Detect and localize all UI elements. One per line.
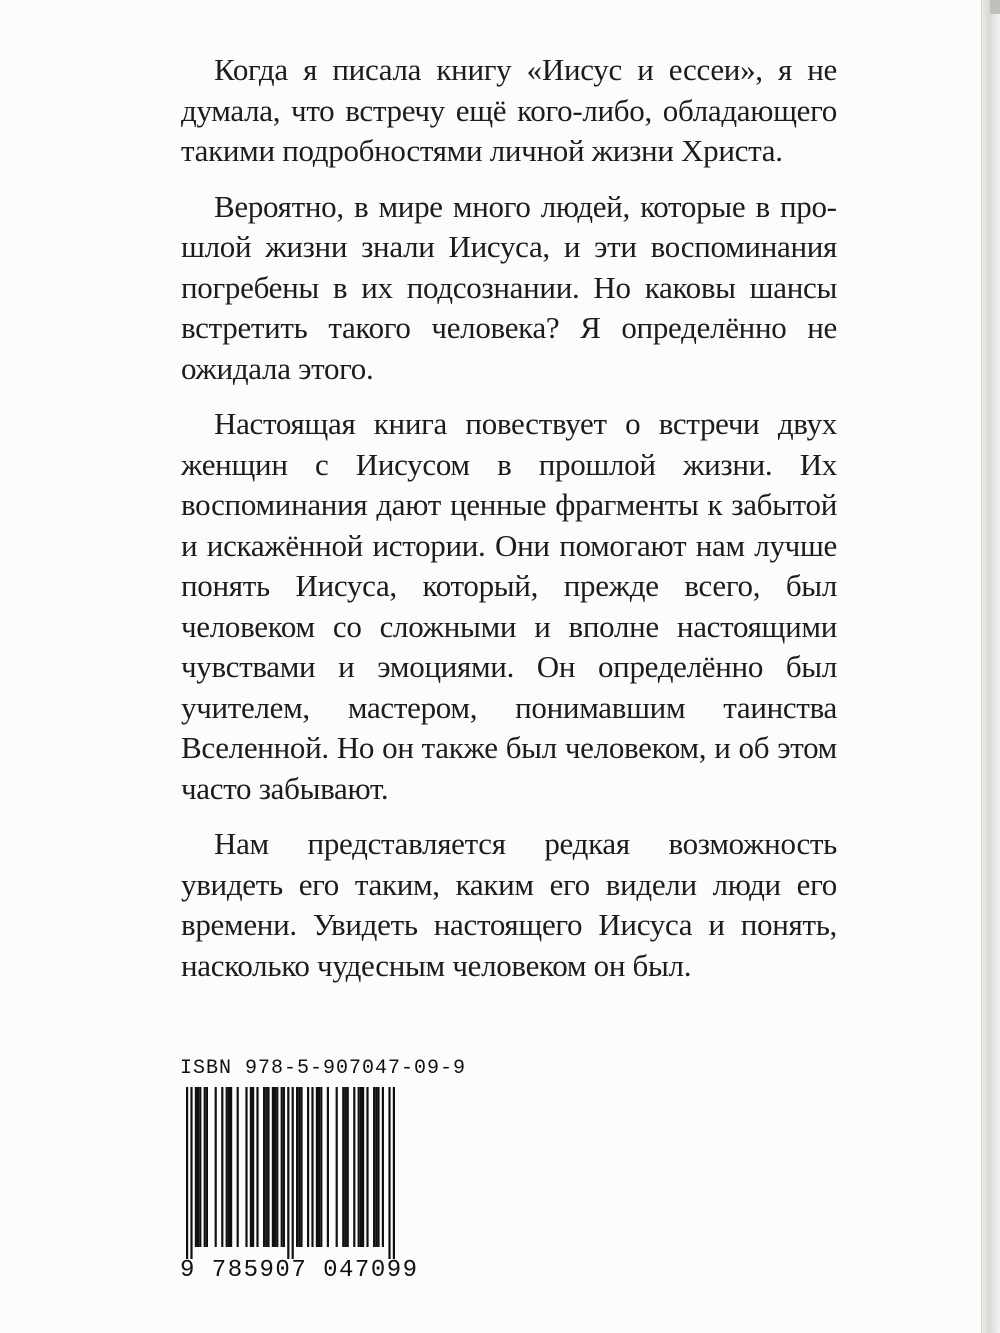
barcode-bar [362, 1087, 364, 1247]
barcode-bar [221, 1087, 223, 1247]
cover-edge [981, 0, 1000, 1333]
isbn-barcode-block [180, 1057, 467, 1285]
barcode-bar [263, 1087, 265, 1247]
barcode-bar [344, 1087, 346, 1247]
isbn-label: ISBN 978-5-907047-09-9 [180, 1057, 467, 1080]
barcode-bar [281, 1087, 283, 1247]
barcode-bar [347, 1087, 349, 1247]
barcode-bar [358, 1087, 360, 1247]
barcode-bar [283, 1087, 285, 1247]
barcode-bar [265, 1087, 267, 1247]
barcode-bar [195, 1087, 197, 1247]
barcode-bar [197, 1087, 199, 1247]
barcode-bar [215, 1087, 217, 1247]
barcode-bar [274, 1087, 276, 1247]
corner-mark [990, 0, 1000, 14]
barcode-bar [287, 1087, 289, 1259]
blurb-paragraph-1: Когда я писала книгу «Иисус и ессеи», я не думала, что встречу ещё кого-либо, обладающего такими подробностями личной жизни Христа. [181, 52, 837, 168]
barcode-bar [237, 1087, 239, 1247]
barcode-bar [342, 1087, 344, 1247]
barcode-bar [267, 1087, 269, 1247]
barcode-bar [298, 1087, 300, 1247]
barcode-bar [228, 1087, 230, 1247]
barcode [180, 1087, 398, 1259]
barcode-bar [206, 1087, 208, 1247]
barcode-bar [252, 1087, 254, 1247]
blurb-text [181, 50, 837, 1001]
barcode-bar [353, 1087, 355, 1247]
blurb-paragraph-2: Вероятно, в мире много людей, которые в прошлой жизни знали Иисуса, и эти воспоминания погребены в их подсознании. Но каковы шансы встретить такого человека? Я определённо не ожидала этого. [181, 188, 837, 386]
barcode-bar [204, 1087, 206, 1247]
barcode-bar [366, 1087, 368, 1247]
barcode-bar [300, 1087, 302, 1247]
barcode-bar [388, 1087, 390, 1259]
barcode-bar [230, 1087, 232, 1247]
barcode-bar [320, 1087, 322, 1247]
barcode-bar [318, 1087, 320, 1247]
barcode-bar [226, 1087, 228, 1247]
barcode-bar [377, 1087, 379, 1247]
blurb-paragraph-3: Настоящая книга повествует о встречи двух женщин с Иисусом в прошлой жизни. Их воспоминания дают ценные фрагменты к забытой и искажённой истории. Они помогают нам лучше понять Иисуса, который, прежде всего, был человеком со сложными и вполне настоящими чувствами и эмоциями. Он определённо был учителем, мастером, понимавшим таинства Вселенной. Но он также был человеком, и об этом часто забывают. [181, 406, 837, 806]
barcode-bar [276, 1087, 278, 1247]
barcode-bar [327, 1087, 329, 1247]
barcode-bar [190, 1087, 192, 1259]
barcode-bar [360, 1087, 362, 1247]
barcode-bar [292, 1087, 294, 1259]
barcode-bar [296, 1087, 298, 1247]
barcode-bar [393, 1087, 395, 1259]
barcode-bar [272, 1087, 274, 1247]
barcode-bar [250, 1087, 252, 1247]
barcode-bar [382, 1087, 384, 1247]
barcode-bar [316, 1087, 318, 1247]
barcode-bar [307, 1087, 309, 1247]
barcode-bar [186, 1087, 188, 1259]
barcode-bar [311, 1087, 313, 1247]
blurb-paragraph-4: Нам представляется редкая возможность увидеть его таким, каким его видели люди его времени. Увидеть настоящего Иисуса и понять, насколько чудесным человеком он был. [181, 826, 837, 983]
barcode-bar [375, 1087, 377, 1247]
barcode-bar [336, 1087, 338, 1247]
barcode-digits: 9 785907 047099 [180, 1257, 419, 1284]
barcode-bar [256, 1087, 258, 1247]
barcode-bar [199, 1087, 201, 1247]
barcode-bar [245, 1087, 247, 1247]
barcode-bar [373, 1087, 375, 1247]
